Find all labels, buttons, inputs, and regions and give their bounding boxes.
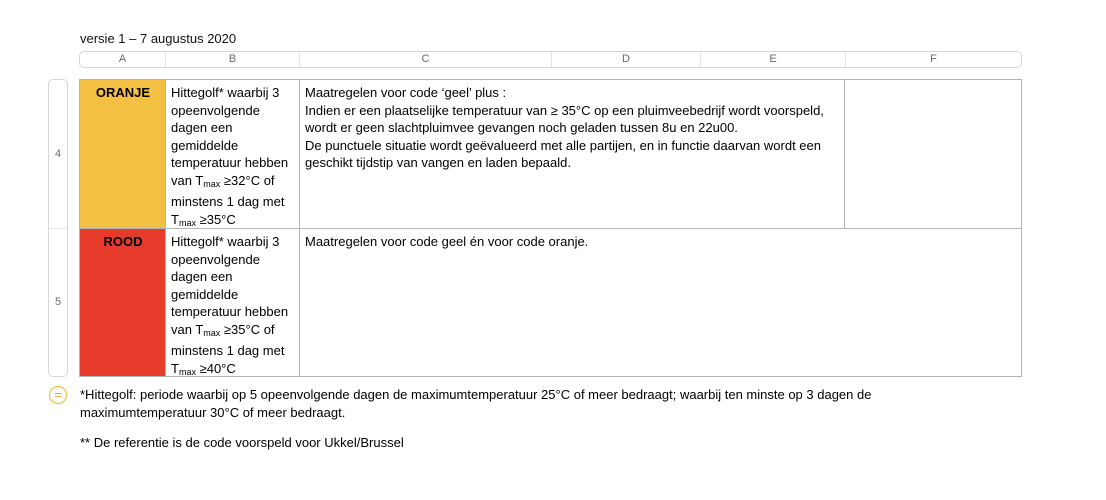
condition-cell-rood[interactable] xyxy=(166,229,300,376)
measures-line: Maatregelen voor code geel én voor code oranje. xyxy=(305,234,589,249)
measures-line: Indien er een plaatselijke temperatuur van ≥ 35°C op een pluimveebedrijf wordt voorspeld, wordt er geen slachtpluimvee gevangen noch geladen tussen 8u en 22u00. xyxy=(305,102,824,135)
condition-subscript: max xyxy=(203,327,221,338)
condition-text: ≥35°C of minstens 1 dag met T xyxy=(171,321,285,376)
condition-text: ≥32°C of minstens 1 dag met T xyxy=(171,172,285,227)
measures-line: De punctuele situatie wordt geëvalueerd met alle partijen, en in functie daarvan wordt een geschikt tijdstip van vangen en laden bepaald. xyxy=(305,137,821,170)
row-header-divider xyxy=(49,228,67,229)
column-header-c[interactable]: C xyxy=(300,52,552,67)
column-header-f[interactable]: F xyxy=(930,53,937,65)
column-header-b[interactable]: B xyxy=(166,52,300,67)
code-cell-rood[interactable] xyxy=(80,229,166,376)
code-cell-oranje[interactable] xyxy=(80,80,166,228)
condition-text: ≥40°C xyxy=(195,360,236,376)
measures-cell-oranje[interactable] xyxy=(300,80,845,228)
condition-subscript: max xyxy=(178,217,196,228)
measures-line: Maatregelen voor code ‘geel’ plus : xyxy=(305,85,507,100)
code-label: ROOD xyxy=(103,234,143,249)
condition-text: ≥35°C xyxy=(195,211,236,227)
column-header-d[interactable]: D xyxy=(552,52,701,67)
footnote-reference: ** De referentie is de code voorspeld voor Ukkel/Brussel xyxy=(80,435,404,450)
version-label: versie 1 – 7 augustus 2020 xyxy=(80,31,237,46)
column-header-e[interactable]: E xyxy=(701,52,846,67)
condition-text: Hittegolf* waarbij 3 opeenvolgende dagen een gemiddelde temperatuur hebben van T xyxy=(171,85,289,188)
row-header-5[interactable]: 5 xyxy=(54,296,62,308)
condition-subscript: max xyxy=(178,366,196,377)
column-headers xyxy=(79,51,1022,68)
row-headers xyxy=(48,79,68,377)
footnote-hittegolf: *Hittegolf: periode waarbij op 5 opeenvolgende dagen de maximumtemperatuur 25°C of meer bedraagt; waarbij ten minste op 3 dagen de maximumtemperatuur 30°C of meer bedraagt. xyxy=(80,387,872,420)
condition-cell-oranje[interactable] xyxy=(166,80,300,228)
grid-line xyxy=(80,228,1021,229)
column-header-a[interactable]: A xyxy=(80,52,166,67)
code-label: ORANJE xyxy=(95,85,151,100)
condition-text: Hittegolf* waarbij 3 opeenvolgende dagen een gemiddelde temperatuur hebben van T xyxy=(171,234,289,337)
measures-cell-rood[interactable] xyxy=(300,229,1022,376)
grid-line xyxy=(844,80,845,228)
table xyxy=(79,79,1022,377)
condition-subscript: max xyxy=(203,178,221,189)
row-header-4[interactable]: 4 xyxy=(54,148,62,160)
equals-icon[interactable]: = xyxy=(49,386,67,404)
empty-cell-f4[interactable] xyxy=(845,80,1022,228)
